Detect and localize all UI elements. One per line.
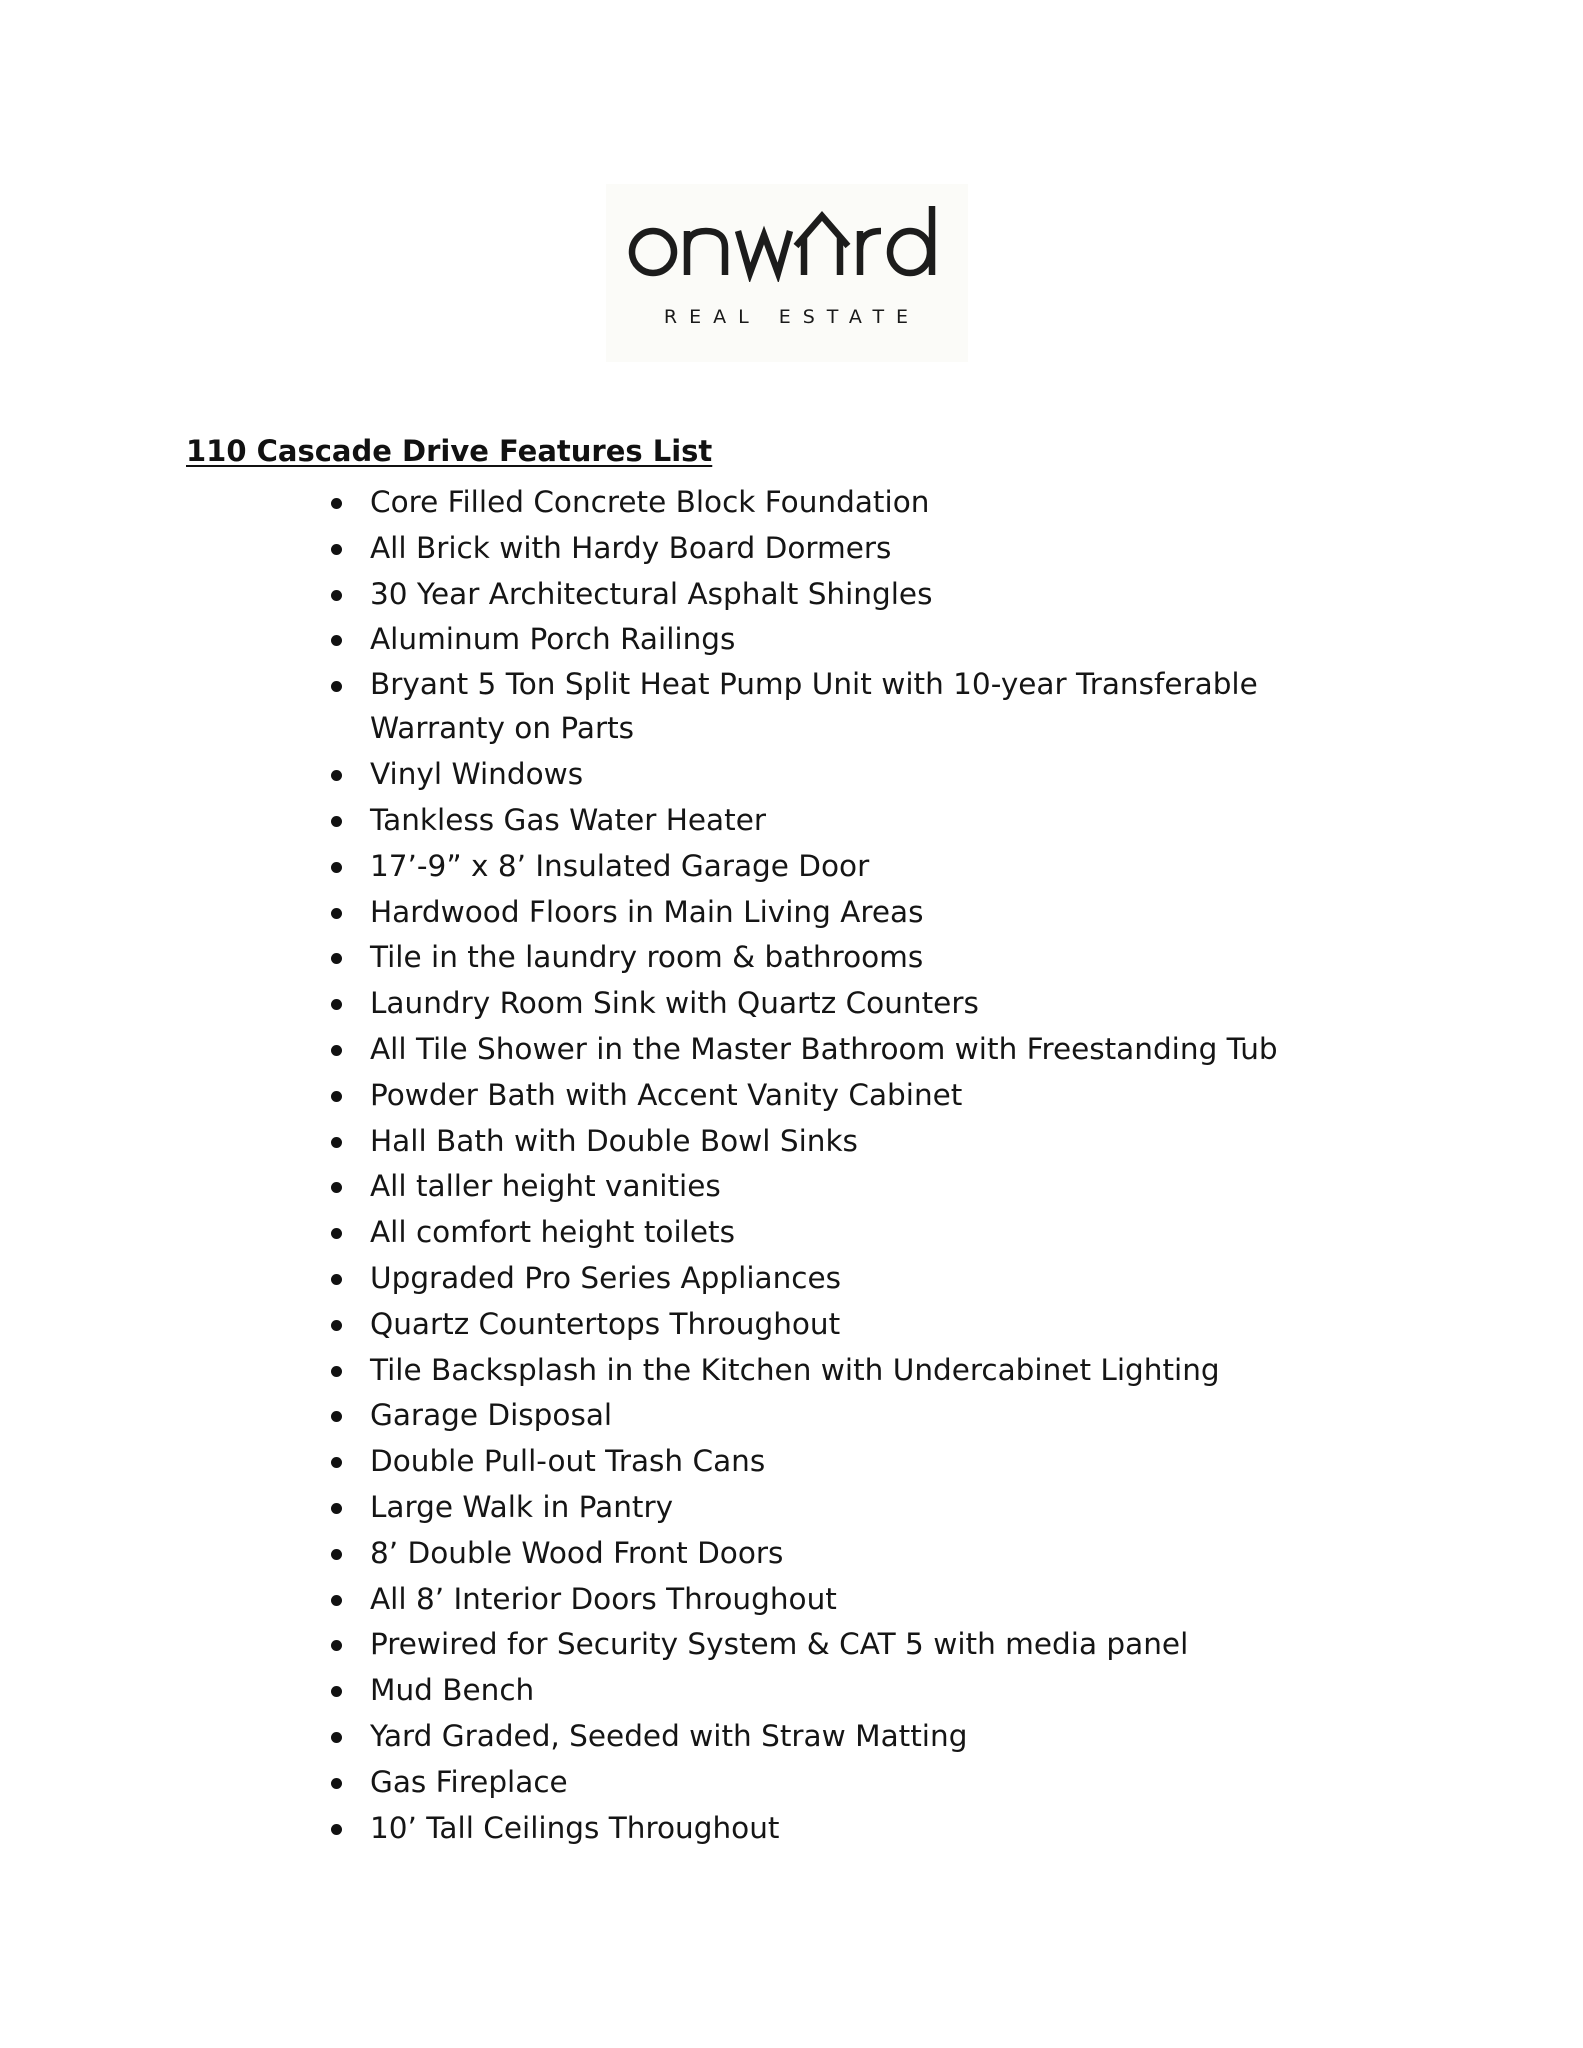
feature-item <box>326 1119 1376 1165</box>
feature-item <box>326 1256 1376 1302</box>
feature-text: Bryant 5 Ton Split Heat Pump Unit with 10-year Transferable Warranty on Parts <box>370 667 1258 745</box>
bullet-icon <box>331 635 342 646</box>
bullet-icon <box>331 1549 342 1560</box>
bullet-icon <box>331 1778 342 1789</box>
bullet-icon <box>331 1274 342 1285</box>
bullet-icon <box>331 1182 342 1193</box>
bullet-icon <box>331 590 342 601</box>
feature-text: Upgraded Pro Series Appliances <box>370 1260 842 1295</box>
feature-text: Core Filled Concrete Block Foundation <box>370 485 930 519</box>
feature-text: Tile Backsplash in the Kitchen with Undercabinet Lighting <box>370 1352 1220 1387</box>
feature-text: Double Pull-out Trash Cans <box>370 1444 766 1479</box>
feature-item <box>326 798 1376 844</box>
feature-item <box>326 1073 1376 1119</box>
feature-text: Quartz Countertops Throughout <box>370 1306 841 1341</box>
features-list <box>326 480 1376 1851</box>
bullet-icon <box>331 1457 342 1468</box>
bullet-icon <box>331 999 342 1010</box>
feature-item <box>326 1531 1376 1577</box>
onward-wordmark-logo <box>626 202 956 282</box>
feature-text: Vinyl Windows <box>370 757 584 792</box>
bullet-icon <box>331 1320 342 1331</box>
feature-item <box>326 1027 1376 1073</box>
feature-text: Prewired for Security System & CAT 5 with media panel <box>370 1627 1189 1662</box>
feature-item <box>326 1164 1376 1210</box>
bullet-icon <box>331 1366 342 1377</box>
feature-text: Yard Graded, Seeded with Straw Matting <box>370 1718 968 1753</box>
feature-item <box>326 1714 1376 1760</box>
page-title: 110 Cascade Drive Features List <box>186 434 713 468</box>
feature-text: 8’ Double Wood Front Doors <box>370 1535 784 1570</box>
bullet-icon <box>331 544 342 555</box>
bullet-icon <box>331 681 342 692</box>
feature-item <box>326 890 1376 936</box>
feature-text: All Tile Shower in the Master Bathroom with Freestanding Tub <box>370 1031 1278 1066</box>
bullet-icon <box>331 816 342 827</box>
bullet-icon <box>331 498 342 509</box>
bullet-icon <box>331 908 342 919</box>
bullet-icon <box>331 1137 342 1148</box>
bullet-icon <box>331 770 342 781</box>
bullet-icon <box>331 1411 342 1422</box>
feature-item <box>326 663 1330 750</box>
feature-text: Hardwood Floors in Main Living Areas <box>370 894 924 929</box>
feature-text: Tankless Gas Water Heater <box>370 802 766 837</box>
feature-item <box>326 1622 1376 1668</box>
feature-text: 30 Year Architectural Asphalt Shingles <box>370 576 933 611</box>
feature-item <box>326 617 1376 663</box>
feature-item <box>326 1577 1376 1623</box>
feature-text: 17’-9” x 8’ Insulated Garage Door <box>370 848 870 883</box>
feature-item <box>326 1668 1376 1714</box>
feature-item <box>326 572 1376 618</box>
bullet-icon <box>331 862 342 873</box>
feature-text: All comfort height toilets <box>370 1215 735 1250</box>
feature-text: Mud Bench <box>370 1673 535 1708</box>
feature-item <box>326 480 1376 526</box>
bullet-icon <box>331 1228 342 1239</box>
feature-text: All Brick with Hardy Board Dormers <box>370 530 892 565</box>
feature-item <box>326 844 1376 890</box>
feature-item <box>326 1393 1376 1439</box>
feature-text: 10’ Tall Ceilings Throughout <box>370 1810 780 1845</box>
feature-text: Garage Disposal <box>370 1398 613 1433</box>
bullet-icon <box>331 1686 342 1697</box>
company-logo <box>606 184 968 362</box>
feature-text: All taller height vanities <box>370 1169 721 1204</box>
feature-text: Hall Bath with Double Bowl Sinks <box>370 1123 858 1158</box>
bullet-icon <box>331 1503 342 1514</box>
feature-text: Powder Bath with Accent Vanity Cabinet <box>370 1077 963 1112</box>
bullet-icon <box>331 1595 342 1606</box>
feature-text: Laundry Room Sink with Quartz Counters <box>370 986 979 1021</box>
feature-item <box>326 1760 1376 1806</box>
feature-item <box>326 981 1376 1027</box>
feature-text: Aluminum Porch Railings <box>370 622 736 657</box>
bullet-icon <box>331 953 342 964</box>
bullet-icon <box>331 1732 342 1743</box>
feature-item <box>326 1348 1376 1394</box>
bullet-icon <box>331 1045 342 1056</box>
feature-item <box>326 1806 1376 1852</box>
feature-item <box>326 526 1376 572</box>
bullet-icon <box>331 1824 342 1835</box>
feature-item <box>326 1210 1376 1256</box>
feature-item <box>326 1485 1376 1531</box>
feature-text: All 8’ Interior Doors Throughout <box>370 1581 837 1616</box>
logo-tagline: REAL ESTATE <box>663 306 921 328</box>
feature-text: Large Walk in Pantry <box>370 1489 674 1524</box>
feature-item <box>326 1302 1376 1348</box>
bullet-icon <box>331 1640 342 1651</box>
feature-item <box>326 1439 1376 1485</box>
feature-item <box>326 752 1376 798</box>
feature-text: Tile in the laundry room & bathrooms <box>370 940 924 975</box>
feature-item <box>326 935 1376 981</box>
bullet-icon <box>331 1091 342 1102</box>
feature-text: Gas Fireplace <box>370 1764 568 1799</box>
